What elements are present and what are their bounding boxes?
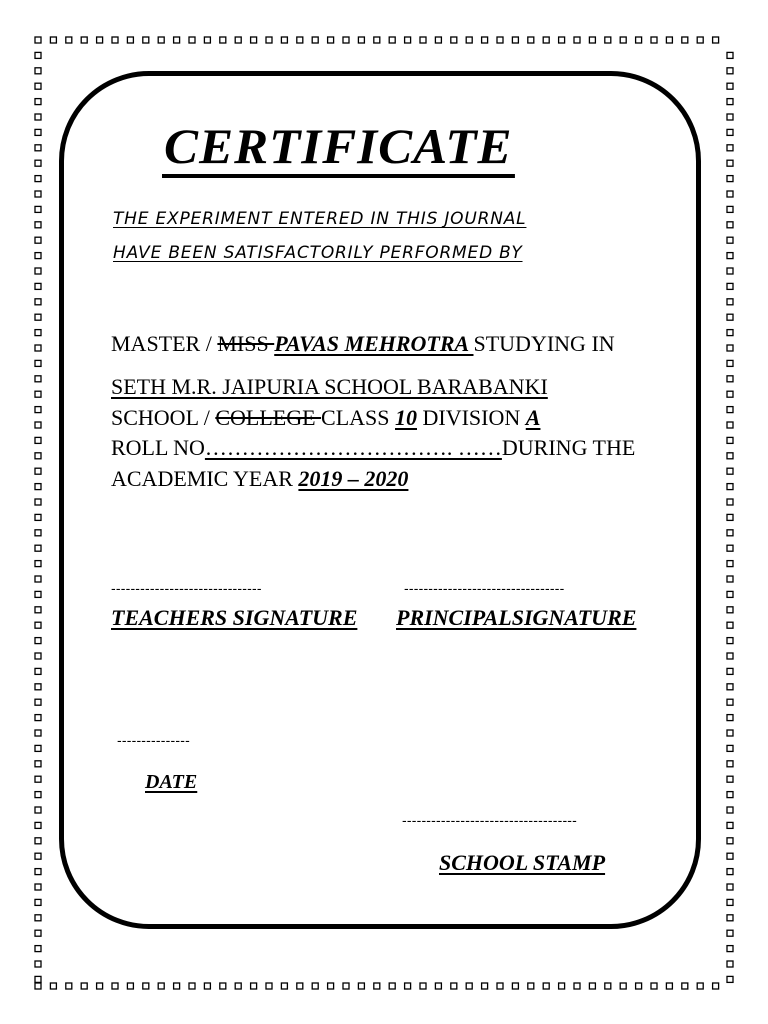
border-square [35,792,41,798]
border-square [35,699,41,705]
border-square [466,37,472,43]
border-square [35,869,41,875]
border-square [266,37,272,43]
border-square [666,983,672,989]
school-name: SETH M.R. JAIPURIA SCHOOL BARABANKI [111,374,548,399]
border-square [727,176,733,182]
border-square [727,853,733,859]
border-square [35,376,41,382]
division-value: A [525,405,541,430]
border-square [543,983,549,989]
border-square [727,807,733,813]
border-square [528,37,534,43]
border-square [374,37,380,43]
border-square [35,206,41,212]
border-square [727,699,733,705]
border-square [727,514,733,520]
border-square [35,468,41,474]
border-square [35,422,41,428]
border-square [727,869,733,875]
border-square [482,983,488,989]
border-square [35,83,41,89]
school-label: SCHOOL / [111,405,216,430]
border-square [727,684,733,690]
border-square [727,191,733,197]
border-square [727,622,733,628]
border-square [727,453,733,459]
border-square [466,983,472,989]
border-square [727,776,733,782]
border-square [451,37,457,43]
school-name-line [111,373,548,401]
academic-year: 2019 – 2020 [298,466,409,491]
border-square [35,638,41,644]
border-square [204,37,210,43]
border-square [66,37,72,43]
border-square [727,591,733,597]
border-square [727,576,733,582]
border-square [727,561,733,567]
border-square [35,607,41,613]
border-square [35,561,41,567]
border-square [35,576,41,582]
border-square [220,983,226,989]
border-square [559,983,565,989]
border-square [97,37,103,43]
border-square [512,37,518,43]
school-stamp-label: SCHOOL STAMP [439,850,606,875]
border-square [727,761,733,767]
during-label: DURING THE [501,435,636,460]
border-square [727,206,733,212]
border-square [35,99,41,105]
border-square [35,437,41,443]
border-square [35,761,41,767]
teacher-signature-label: TEACHERS SIGNATURE [111,605,358,630]
border-square [251,983,257,989]
border-square [35,391,41,397]
border-square [35,853,41,859]
border-square [574,37,580,43]
border-square [35,961,41,967]
border-square [727,930,733,936]
border-square [727,638,733,644]
border-square [220,37,226,43]
border-square [389,37,395,43]
intro-line-1: THE EXPERIMENT ENTERED IN THIS JOURNAL [113,209,527,229]
class-value: 10 [395,405,417,430]
border-square [35,191,41,197]
border-square [389,983,395,989]
border-square [727,545,733,551]
border-square [35,237,41,243]
roll-value: ……………………………. …… [204,435,502,460]
border-square [50,983,56,989]
border-square [35,930,41,936]
border-square [158,37,164,43]
border-square [727,160,733,166]
roll-label: ROLL NO [111,435,205,460]
miss-label: MISS [217,331,275,356]
border-square [35,915,41,921]
border-square [727,52,733,58]
date-label: DATE [145,771,198,793]
principal-signature-line: --------------------------------- [404,580,565,596]
border-square [420,983,426,989]
border-square [727,715,733,721]
border-square [727,946,733,952]
border-square [35,160,41,166]
border-square [127,983,133,989]
border-square [143,37,149,43]
border-square [727,376,733,382]
border-square [727,653,733,659]
border-square [727,83,733,89]
border-square [605,983,611,989]
border-square [35,653,41,659]
border-square [727,822,733,828]
border-square [35,899,41,905]
academic-year-line [111,465,408,493]
border-square [35,730,41,736]
border-square [35,514,41,520]
border-square [97,983,103,989]
border-square [727,268,733,274]
border-square [727,253,733,259]
border-square [727,961,733,967]
border-square [727,484,733,490]
border-square [727,299,733,305]
border-square [435,983,441,989]
border-square [35,299,41,305]
rounded-frame [59,71,701,929]
border-square [35,946,41,952]
border-square [528,983,534,989]
border-square [35,591,41,597]
border-square [697,37,703,43]
border-square [81,983,87,989]
certificate-title: CERTIFICATE [162,118,515,178]
border-square [605,37,611,43]
border-square [266,983,272,989]
border-square [651,983,657,989]
border-square [559,37,565,43]
border-square [50,37,56,43]
border-square [727,915,733,921]
border-square [66,983,72,989]
border-square [328,37,334,43]
border-square [574,983,580,989]
border-square [512,983,518,989]
border-square [35,330,41,336]
border-square [35,283,41,289]
border-square [297,37,303,43]
border-square [727,468,733,474]
student-line [111,330,615,358]
border-square [727,437,733,443]
border-square [35,176,41,182]
class-label: CLASS [321,405,395,430]
class-line [111,404,540,432]
border-square [235,983,241,989]
border-square [682,983,688,989]
border-square [727,391,733,397]
border-square [727,222,733,228]
border-square [312,37,318,43]
border-square [727,237,733,243]
border-square [727,283,733,289]
border-square [497,37,503,43]
border-square [727,530,733,536]
division-label: DIVISION [417,405,526,430]
border-square [174,983,180,989]
border-square [620,983,626,989]
border-square [420,37,426,43]
border-square [35,976,41,982]
border-square [112,37,118,43]
border-square [727,730,733,736]
border-square [405,37,411,43]
border-square [35,407,41,413]
border-square [727,330,733,336]
border-square [358,983,364,989]
border-square [343,983,349,989]
border-square [81,37,87,43]
border-square [35,345,41,351]
border-square [35,129,41,135]
border-square [358,37,364,43]
border-square [35,745,41,751]
border-square [281,983,287,989]
intro-line-2: HAVE BEEN SATISFACTORILY PERFORMED BY [113,243,523,263]
roll-line [111,434,635,462]
border-square [727,145,733,151]
master-label: MASTER / [111,331,218,356]
border-square [651,37,657,43]
border-square [543,37,549,43]
border-square [35,499,41,505]
border-square [235,37,241,43]
border-square [35,114,41,120]
college-label: COLLEGE [215,405,322,430]
academic-label: ACADEMIC YEAR [111,466,299,491]
border-square [682,37,688,43]
border-square [35,884,41,890]
border-square [697,983,703,989]
border-square [112,983,118,989]
studying-in-label: STUDYING IN [473,331,615,356]
border-square [666,37,672,43]
border-square [35,453,41,459]
border-square [297,983,303,989]
border-square [35,145,41,151]
student-name: PAVAS MEHROTRA [274,331,474,356]
border-square [727,114,733,120]
border-square [35,268,41,274]
border-square [374,983,380,989]
teacher-signature-line: ------------------------------- [111,580,262,596]
border-square [35,314,41,320]
border-square [35,37,41,43]
border-square [727,345,733,351]
border-square [35,822,41,828]
border-square [405,983,411,989]
border-square [727,68,733,74]
border-square [727,360,733,366]
border-square [713,983,719,989]
border-square [189,37,195,43]
school-stamp-line: ------------------------------------ [402,812,578,828]
border-square [35,622,41,628]
border-square [727,884,733,890]
border-square [727,129,733,135]
border-square [127,37,133,43]
border-square [636,983,642,989]
border-square [727,838,733,844]
border-square [482,37,488,43]
border-square [727,976,733,982]
border-square [727,407,733,413]
border-square [343,37,349,43]
border-square [35,253,41,259]
border-square [727,745,733,751]
border-square [35,715,41,721]
border-square [35,68,41,74]
border-square [35,484,41,490]
border-square [204,983,210,989]
principal-signature-label: PRINCIPALSIGNATURE [396,605,637,630]
border-square [35,776,41,782]
border-square [727,607,733,613]
border-square [189,983,195,989]
border-square [727,899,733,905]
border-square [35,52,41,58]
border-square [727,499,733,505]
border-square [35,222,41,228]
border-square [589,983,595,989]
border-square [251,37,257,43]
border-square [589,37,595,43]
border-square [620,37,626,43]
border-square [35,684,41,690]
border-square [281,37,287,43]
border-square [727,99,733,105]
border-square [727,792,733,798]
date-line: --------------- [117,732,190,748]
border-square [727,422,733,428]
border-square [35,545,41,551]
border-square [328,983,334,989]
border-square [727,314,733,320]
border-square [713,37,719,43]
border-square [35,668,41,674]
border-square [636,37,642,43]
border-square [35,838,41,844]
border-square [35,360,41,366]
border-square [497,983,503,989]
border-square [158,983,164,989]
border-square [435,37,441,43]
border-square [35,807,41,813]
border-square [727,668,733,674]
border-square [451,983,457,989]
border-square [312,983,318,989]
border-square [35,530,41,536]
border-square [35,983,41,989]
border-square [143,983,149,989]
border-square [174,37,180,43]
